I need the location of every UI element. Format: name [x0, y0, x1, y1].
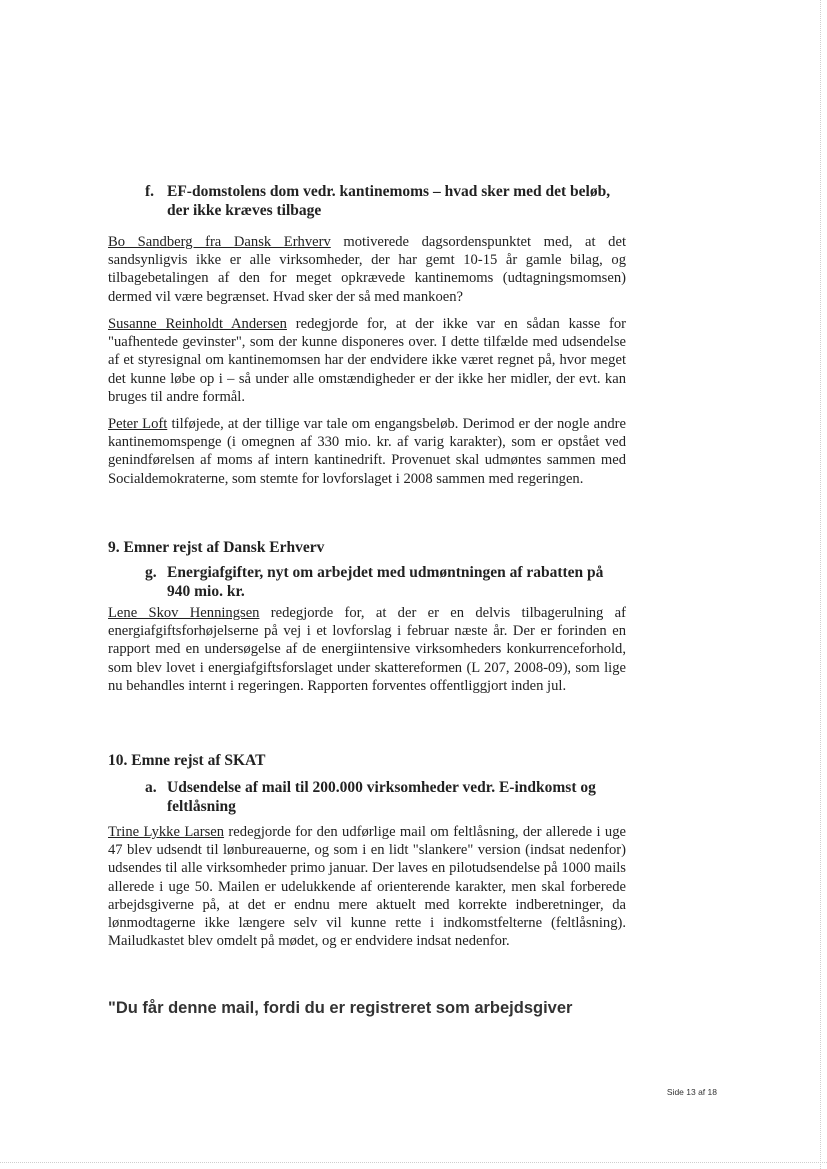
paragraph-text: tilføjede, at der tillige var tale om engangsbeløb. Derimod er der nogle andre kantinemomspenge (i omegnen af 330 mio. kr. af varig karakter), som er opstået ved genindførelsen af moms af intern kantinedrift. Provenuet skal udmøntes sammen med Socialdemokraterne, som stemte for lovforslaget i 2008 sammen med regeringen.	[108, 416, 626, 487]
speaker-name: Bo Sandberg fra Dansk Erhverv	[108, 234, 331, 250]
paragraph	[108, 415, 626, 488]
paragraph-text: redegjorde for, at der er en delvis tilbagerulning af energiafgiftsforhøjelserne på vej i et lovforslag i februar næste år. Der er forinden en rapport med en undersøgelse af de energiintensive virksomheders konkurrenceforhold, som blev lovet i energiafgiftsforslaget under skattereformen (L 207, 2008-09), som lige nu behandles internt i regeringen. Rapporten forventes offentliggjort inden jul.	[108, 605, 626, 694]
item-letter: a.	[145, 779, 157, 796]
item-a-heading	[145, 778, 627, 816]
item-title: Udsendelse af mail til 200.000 virksomheder vedr. E-indkomst og feltlåsning	[167, 779, 596, 815]
paragraph-text: motiverede dagsordenspunktet med, at det sandsynligvis ikke er alle virksomheder, der har gemt 10-15 år gamle bilag, og tilbagebetalingen af den for meget opkrævede kantinemoms (udtagningsmomsen) dermed vil være begrænset. Hvad sker der så med mankoen?	[108, 234, 626, 305]
page-edge	[0, 1162, 827, 1163]
speaker-name: Peter Loft	[108, 416, 168, 432]
paragraph	[108, 233, 626, 306]
paragraph	[108, 604, 626, 695]
page-edge	[820, 0, 821, 1169]
speaker-name: Susanne Reinholdt Andersen	[108, 316, 287, 332]
section-heading: 9. Emner rejst af Dansk Erhverv	[108, 539, 325, 556]
mail-quote-heading: "Du får denne mail, fordi du er registreret som arbejdsgiver	[108, 999, 573, 1017]
item-title: Energiafgifter, nyt om arbejdet med udmøntningen af rabatten på 940 mio. kr.	[167, 564, 604, 600]
item-title: EF-domstolens dom vedr. kantinemoms – hvad sker med det beløb, der ikke kræves tilbage	[167, 183, 611, 219]
speaker-name: Trine Lykke Larsen	[108, 824, 225, 840]
item-letter: g.	[145, 564, 157, 581]
item-letter: f.	[145, 183, 155, 200]
page-number: Side 13 af 18	[666, 1087, 717, 1097]
section-heading: 10. Emne rejst af SKAT	[108, 752, 266, 769]
item-g-heading	[145, 563, 627, 601]
speaker-name: Lene Skov Henningsen	[108, 605, 260, 621]
paragraph	[108, 315, 626, 406]
paragraph-text: redegjorde for den udførlige mail om feltlåsning, der allerede i uge 47 blev udsendt til lønbureauerne, og som i en lidt "slankere" version (indsat nedenfor) udsendes til alle virksomheder primo januar. Der laves en pilotudsendelse på 1000 mails allerede i uge 50. Mailen er udelukkende af orienterende karakter, men skal forberede arbejdsgiverne på, at det er endnu mere aktuelt med korrekte indberetninger, da lønmodtagerne ikke længere selv vil kunne rette i indkomstfelterne (feltlåsning). Mailudkastet blev omdelt på mødet, og er endvidere indsat nedenfor.	[108, 824, 626, 950]
item-f-heading	[145, 182, 627, 220]
paragraph	[108, 823, 626, 950]
paragraph-text: redegjorde for, at der ikke var en sådan kasse for "uafhentede gevinster", som der kunne disponeres over. I dette tilfælde med udsendelse af et styresignal om kantinemomsen har der endvidere ikke været regnet på, hvor meget det kunne løbe op i – så under alle omstændigheder er der ikke her midler, der evt. kan bruges til andre formål.	[108, 316, 627, 405]
